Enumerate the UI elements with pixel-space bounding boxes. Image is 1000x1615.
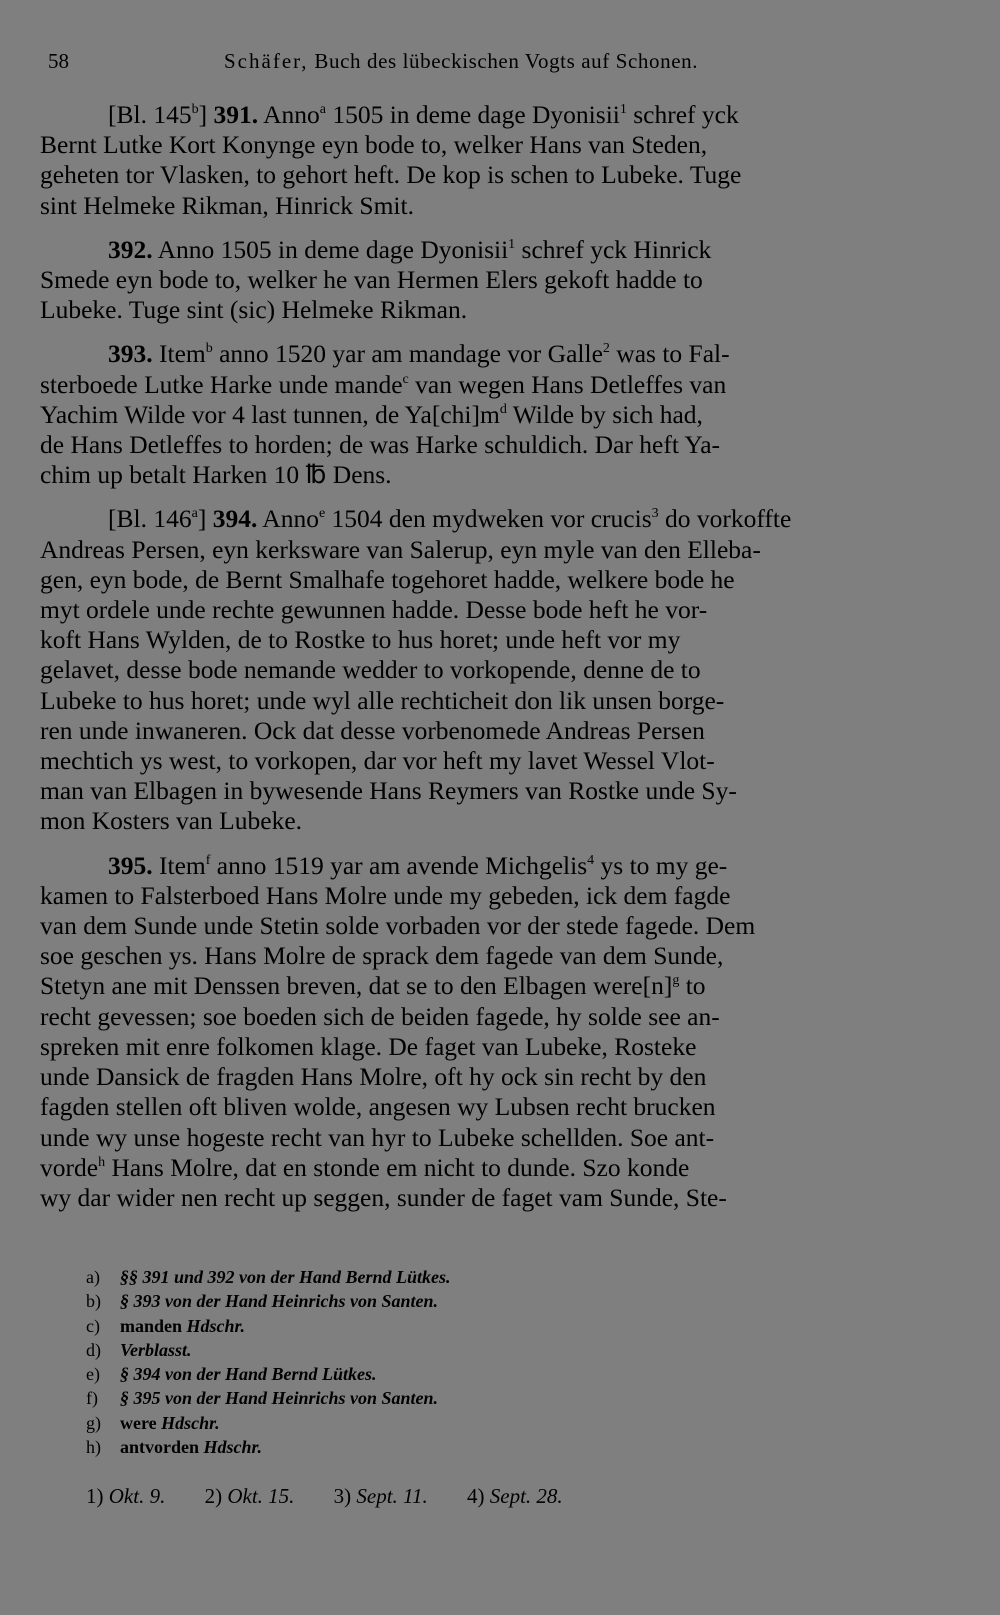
- text-line: mon Kosters van Lubeke.: [40, 806, 303, 836]
- entry-number: 391.: [213, 100, 259, 129]
- text-line: kamen to Falsterboed Hans Molre unde my gebeden, ick dem fagde: [40, 880, 731, 910]
- footnote: b) § 393 von der Hand Heinrichs von Santen.: [86, 1291, 439, 1312]
- footnote: c) manden Hdschr.: [86, 1315, 246, 1336]
- running-title: [224, 44, 698, 78]
- running-title-author: Schäfer,: [224, 49, 309, 73]
- text-line: gelavet, desse bode nemande wedder to vorkopende, denne de to: [40, 655, 701, 685]
- text-line: unde wy unse hogeste recht van hyr to Lubeke schellden. Soe ant-: [40, 1122, 715, 1152]
- entry-number: 392.: [108, 234, 153, 264]
- date-note: 3) Sept. 11.: [333, 1484, 428, 1508]
- text-line: Lubeke. Tuge sint (sic) Helmeke Rikman.: [40, 295, 468, 325]
- entry-393: [40, 339, 958, 490]
- text-line: soe geschen ys. Hans Molre de sprack dem fagede van dem Sunde,: [40, 941, 724, 971]
- date-notes: [86, 1481, 846, 1511]
- text-line: van dem Sunde unde Stetin solde vorbaden vor der stede fagede. Dem: [40, 911, 756, 941]
- entry-first-line: [Bl. 146$^a$] 394. Anno$^e$ 1504 den mydweken vor crucis$^3$ do vorkoffte: [108, 504, 792, 534]
- text-line: koft Hans Wylden, de to Rostke to hus horet; unde heft vor my: [40, 625, 681, 655]
- text-line: Lubeke to hus horet; unde wyl alle rechticheit don lik unsen borge-: [40, 685, 725, 715]
- text-line: Stetyn ane mit Denssen breven, dat se to den Elbagen $were[n]^g$ to: [40, 971, 706, 1001]
- text-line: Bernt Lutke Kort Konynge eyn bode to, welker Hans van Steden,: [40, 130, 708, 160]
- text-line: gen, eyn bode, de Bernt Smalhafe togehoret hadde, welkere bode he: [40, 564, 735, 594]
- entry-391: [40, 100, 958, 221]
- entry-395: [40, 851, 958, 1213]
- entry-number: 393.: [108, 339, 153, 369]
- footnote: a) §§ 391 und 392 von der Hand Bernd Lütkes.: [86, 1267, 451, 1287]
- date-note: 4) Sept. 28.: [467, 1484, 563, 1508]
- text-line: myt ordele unde rechte gewunnen hadde. Desse bode heft he vor-: [40, 595, 708, 625]
- text-line: unde Dansick de fragden Hans Molre, oft hy ock sin recht by den: [40, 1062, 707, 1092]
- date-note: 2) Okt. 15.: [204, 1484, 295, 1508]
- page-header: [48, 44, 953, 78]
- entry-number: 395.: [108, 850, 153, 880]
- entry-394: [40, 504, 958, 836]
- text-line: de Hans Detleffes to horden; de was Harke schuldich. Dar heft Ya-: [40, 430, 721, 460]
- date-note: 1) Okt. 9.: [86, 1484, 166, 1508]
- text-line: wy dar wider nen recht up seggen, sunder de faget vam Sunde, Ste-: [40, 1182, 727, 1212]
- footnote: e) § 394 von der Hand Bernd Lütkes.: [86, 1364, 377, 1385]
- text-line: vorde$^h$ Hans Molre, dat en stonde em nicht to dunde. Szo konde: [40, 1152, 690, 1182]
- text-line: spreken mit enre folkomen klage. De faget van Lubeke, Rosteke: [40, 1031, 697, 1061]
- entry-first-line: 392. Anno 1505 in deme dage Dyonisii$^1$ schref yck Hinrick: [108, 234, 712, 264]
- text-line: Yachim Wilde vor 4 last tunnen, de $Ya[chi]m^d$ Wilde by sich had,: [40, 399, 703, 429]
- footnote: d) Verblasst.: [86, 1339, 192, 1360]
- footnote: f) § 395 von der Hand Heinrichs von Santen.: [86, 1388, 439, 1409]
- text-line: man van Elbagen in bywesende Hans Reymers van Rostke unde Sy-: [40, 776, 737, 806]
- footnotes: [86, 1265, 866, 1459]
- text-line: recht gevessen; soe boeden sich de beiden fagede, hy solde see an-: [40, 1001, 720, 1031]
- entry-first-line: 395. Item$^f$ anno 1519 yar am avende Michgelis$^4$ ys to my ge-: [108, 850, 728, 880]
- folio-reference: [Bl. 145$^b$]: [108, 100, 208, 129]
- folio-reference: [Bl. 146$^a$]: [108, 504, 207, 534]
- text-line: Andreas Persen, eyn kerksware van Salerup, eyn myle van den Elleba-: [40, 534, 761, 564]
- text-line: Smede eyn bode to, welker he van Hermen Elers gekoft hadde to: [40, 265, 703, 295]
- text-line: sint Helmeke Rikman, Hinrick Smit.: [40, 190, 414, 220]
- text-line: fagden stellen oft bliven wolde, angesen wy Lubsen recht brucken: [40, 1092, 716, 1122]
- text-line: chim up betalt Harken 10 ℔ Dens.: [40, 460, 392, 490]
- footnote: h) antvorden Hdschr.: [86, 1437, 263, 1458]
- running-title-text: Buch des lübeckischen Vogts auf Schonen.: [314, 49, 699, 73]
- footnote: g) were Hdschr.: [86, 1412, 220, 1433]
- entry-number: 394.: [212, 504, 258, 534]
- entry-first-line: [Bl. 145$^b$] 391. Anno$^a$ 1505 in deme dage Dyonisii$^1$ schref yck: [108, 100, 739, 129]
- entry-392: [40, 235, 958, 326]
- text-line: geheten tor Vlasken, to gehort heft. De kop is schen to Lubeke. Tuge: [40, 160, 742, 190]
- page-number: 58: [48, 49, 69, 73]
- text-line: mechtich ys west, to vorkopen, dar vor heft my lavet Wessel Vlot-: [40, 746, 715, 776]
- entry-first-line: 393. Item$^b$ anno 1520 yar am mandage vor Galle$^2$ was to Fal-: [108, 339, 730, 369]
- main-text: [40, 100, 958, 1227]
- text-line: ren unde inwaneren. Ock dat desse vorbenomede Andreas Persen: [40, 715, 705, 745]
- text-line: sterboede Lutke Harke unde mande$^c$ van wegen Hans Detleffes van: [40, 369, 727, 399]
